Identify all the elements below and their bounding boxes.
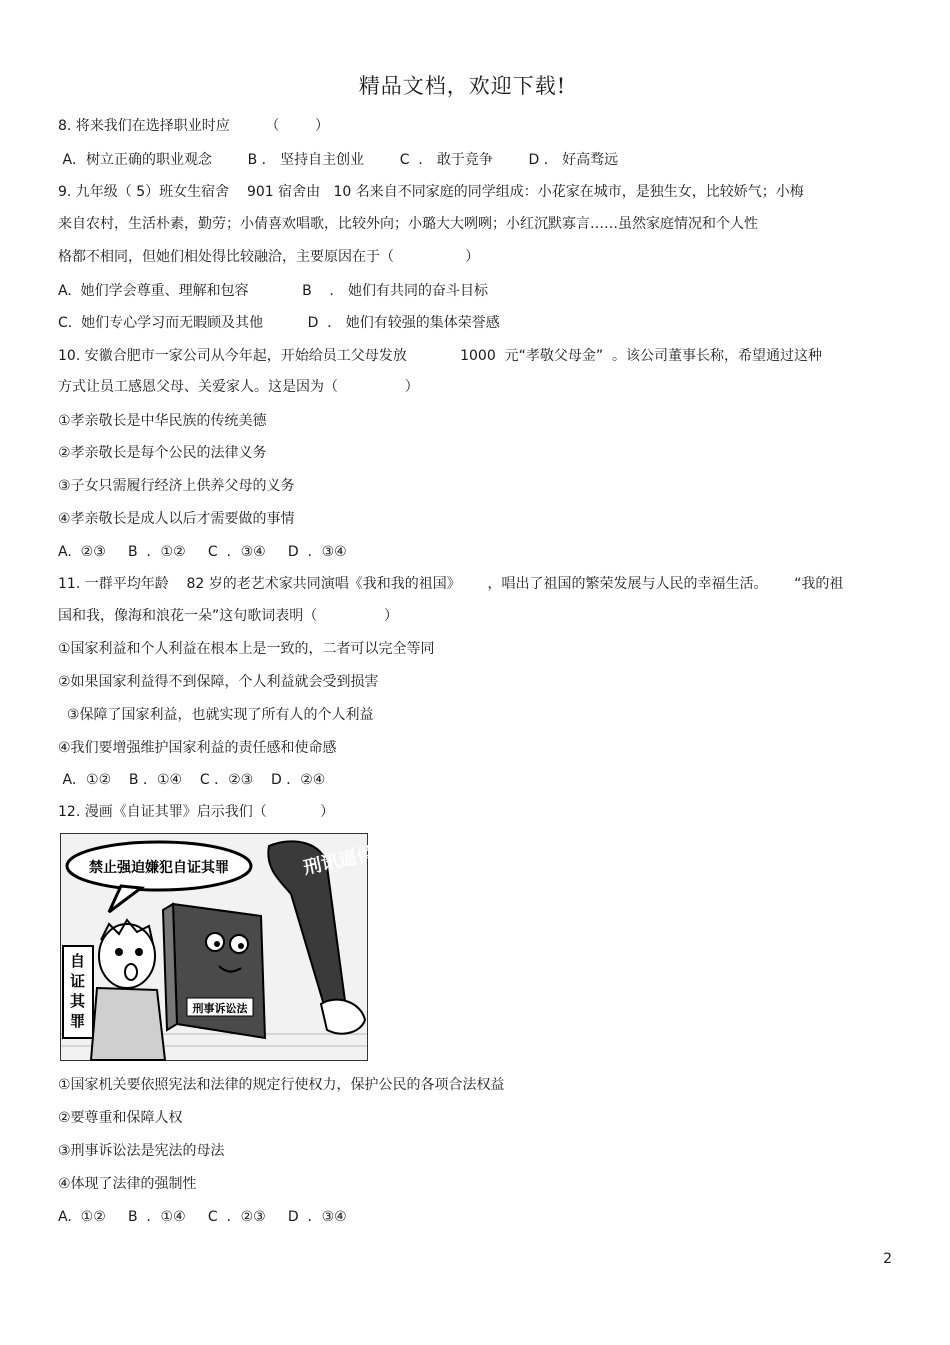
- page-number: 2: [883, 1251, 892, 1267]
- q10-item-3: ③子女只需履行经济上供养父母的义务: [58, 478, 295, 494]
- q10-stem-line1: 10. 安徽合肥市一家公司从今年起，开始给员工父母发放 1000 元“孝敬父母金” 。该公司董事长称，希望通过这种: [58, 348, 823, 364]
- q9-options-cd: C. 她们专心学习而无暇顾及其他 D ． 她们有较强的集体荣誉感: [58, 315, 500, 331]
- q9-stem-line1: 9. 九年级（ 5）班女生宿舍 901 宿舍由 10 名来自不同家庭的同学组成：小花家在城市，是独生女，比较娇气；小梅: [58, 184, 804, 200]
- q9-stem-line3: 格都不相同，但她们相处得比较融洽，主要原因在于（ ）: [58, 249, 480, 265]
- q9-stem-line2: 来自农村，生活朴素，勤劳；小倩喜欢唱歌，比较外向；小璐大大咧咧；小红沉默寡言……虽然家庭情况和个人性: [58, 216, 758, 232]
- page-header-title: 精品文档，欢迎下载!: [358, 74, 567, 98]
- q11-item-2: ②如果国家利益得不到保障，个人利益就会受到损害: [58, 674, 379, 690]
- q12-options: A. ①② B ．①④ C ．②③ D ．③④: [58, 1209, 347, 1225]
- q10-options: A. ②③ B ．①② C ．③④ D ．③④: [58, 544, 347, 560]
- q11-item-3: ③保障了国家利益，也就实现了所有人的个人利益: [58, 707, 374, 723]
- q10-stem-line2: 方式让员工感恩父母、关爱家人。这是因为（ ）: [58, 379, 419, 395]
- q9-options-ab: A. 她们学会尊重、理解和包容 B ． 她们有共同的奋斗目标: [58, 283, 488, 299]
- q12-item-1: ①国家机关要依照宪法和法律的规定行使权力，保护公民的各项合法权益: [58, 1077, 505, 1093]
- q12-stem: 12. 漫画《自证其罪》启示我们（ ）: [58, 804, 335, 820]
- cartoon-self-incrimination: [60, 833, 377, 1061]
- q11-item-1: ①国家利益和个人利益在根本上是一致的，二者可以完全等同: [58, 641, 435, 657]
- q8-stem: 8. 将来我们在选择职业时应 （ ）: [58, 118, 330, 134]
- q11-item-4: ④我们要增强维护国家利益的责任感和使命感: [58, 740, 337, 756]
- svg-text:自 证 其: 自 证 其 罪: [70, 952, 86, 1030]
- book-character: [163, 904, 265, 1038]
- q11-stem-line1: 11. 一群平均年龄 82 岁的老艺术家共同演唱《我和我的祖国》 ，唱出了祖国的繁荣发展与人民的幸福生活。 “我的祖: [58, 576, 844, 592]
- club-text: 刑讯逼供: [301, 843, 377, 879]
- q11-options: A．①② B ．①④ C ．②③ D ．②④: [58, 772, 326, 788]
- q12-item-4: ④体现了法律的强制性: [58, 1176, 197, 1192]
- q8-options: A．树立正确的职业观念 B ． 坚持自主创业 C ． 敢于竞争 D ． 好高骛远: [58, 152, 619, 168]
- q10-item-4: ④孝亲敬长是成人以后才需要做的事情: [58, 511, 295, 527]
- q10-item-1: ①孝亲敬长是中华民族的传统美德: [58, 413, 267, 429]
- q10-item-2: ②孝亲敬长是每个公民的法律义务: [58, 445, 267, 461]
- q12-item-3: ③刑事诉讼法是宪法的母法: [58, 1143, 225, 1159]
- speech-bubble-text: 禁止强迫嫌犯自证其罪: [89, 860, 229, 876]
- self-incrimination-sign: [63, 946, 93, 1038]
- q11-stem-line2: 国和我，像海和浪花一朵”这句歌词表明（ ）: [58, 608, 399, 624]
- book-label: 刑事诉讼法: [192, 1002, 248, 1015]
- q12-item-2: ②要尊重和保障人权: [58, 1110, 183, 1126]
